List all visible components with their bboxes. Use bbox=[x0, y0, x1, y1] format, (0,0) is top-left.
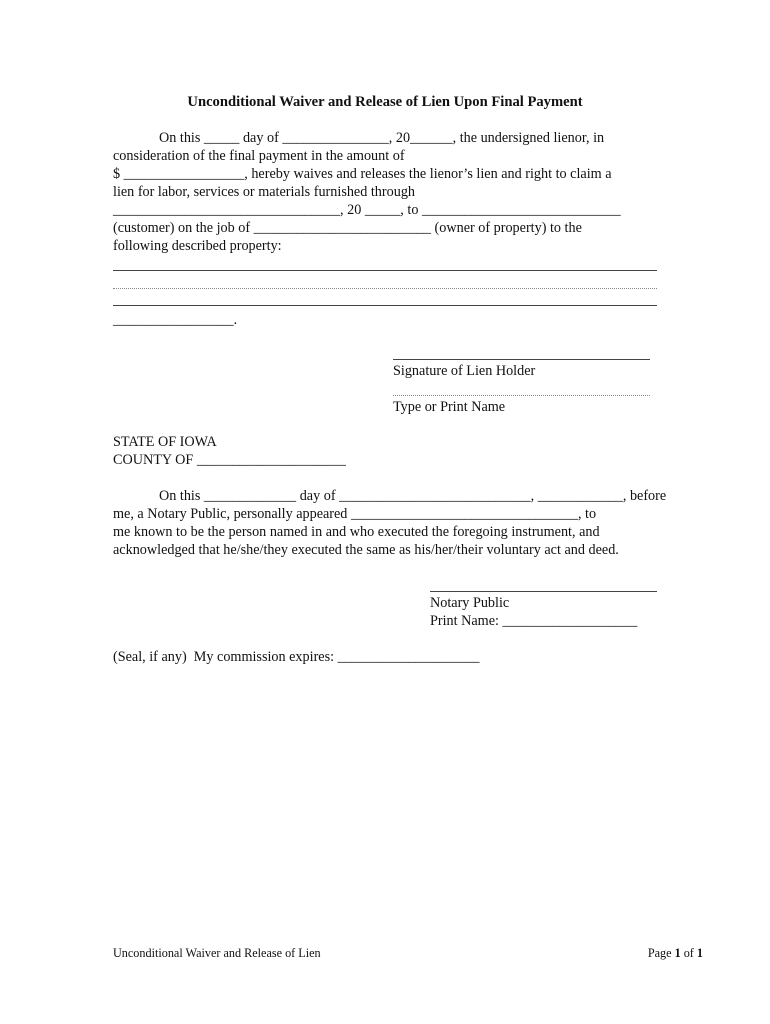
notary-line-4: acknowledged that he/she/they executed the same as his/her/their voluntary act and deed. bbox=[113, 542, 619, 558]
signature-line bbox=[393, 359, 650, 360]
body-line-4: lien for labor, services or materials furnished through bbox=[113, 184, 416, 200]
body-line-3: $ _________________, hereby waives and releases the lienor’s lien and right to claim a bbox=[113, 166, 612, 182]
body-line-5: ________________________________, 20 _____, to ____________________________ bbox=[113, 202, 621, 218]
commission-expires-line: (Seal, if any) My commission expires: ____________________ bbox=[113, 649, 480, 665]
property-description-line-2 bbox=[113, 288, 657, 289]
property-description-line-1 bbox=[113, 270, 657, 271]
body-line-1: On this _____ day of _______________, 20______, the undersigned lienor, in bbox=[159, 130, 605, 146]
page-prefix: Page bbox=[647, 946, 675, 960]
print-name-label: Type or Print Name bbox=[393, 399, 506, 415]
property-description-line-3 bbox=[113, 305, 657, 306]
state-line: STATE OF IOWA bbox=[113, 434, 217, 450]
page-current: 1 bbox=[674, 946, 681, 960]
body-line-7: following described property: bbox=[113, 238, 282, 254]
page-total: 1 bbox=[696, 946, 703, 960]
page-mid: of bbox=[680, 946, 697, 960]
county-line: COUNTY OF _____________________ bbox=[113, 452, 346, 468]
print-name-line bbox=[393, 395, 650, 396]
signature-label: Signature of Lien Holder bbox=[393, 363, 536, 379]
notary-line-3: me known to be the person named in and who executed the foregoing instrument, and bbox=[113, 524, 600, 540]
notary-print-name: Print Name: ___________________ bbox=[430, 613, 638, 629]
notary-line-2: me, a Notary Public, personally appeared ________________________________, to bbox=[113, 506, 597, 522]
footer-page-number bbox=[648, 945, 703, 961]
notary-line-1: On this _____________ day of ___________________________, ____________, before bbox=[159, 488, 667, 504]
property-description-end: _________________. bbox=[113, 312, 238, 328]
body-line-6: (customer) on the job of _________________________ (owner of property) to the bbox=[113, 220, 582, 236]
body-line-2: consideration of the final payment in the amount of bbox=[113, 148, 405, 164]
document-title: Unconditional Waiver and Release of Lien Upon Final Payment bbox=[187, 94, 583, 110]
footer-document-name: Unconditional Waiver and Release of Lien bbox=[113, 946, 321, 960]
notary-public-label: Notary Public bbox=[430, 595, 510, 611]
notary-signature-line bbox=[430, 591, 657, 592]
